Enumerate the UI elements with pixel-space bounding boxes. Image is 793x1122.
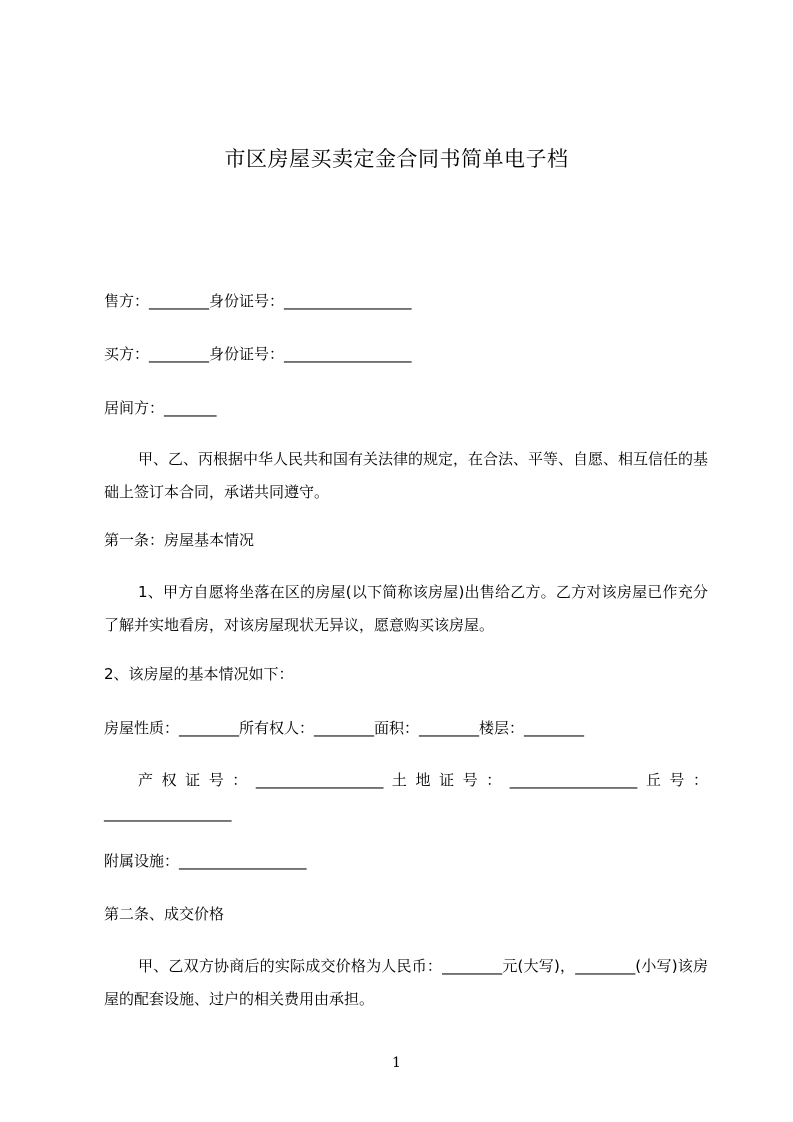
- intermediary-line: 居间方：_______: [104, 399, 217, 417]
- clause2-line: 2、该房屋的基本情况如下：: [104, 665, 294, 683]
- buyer-line: 买方：________身份证号：_________________: [104, 345, 412, 363]
- facilities-line: 附属设施：_________________: [104, 852, 307, 870]
- price-paragraph: 甲、乙双方协商后的实际成交价格为人民币：________元(大写)，________(小写)该房屋的配套设施、过户的相关费用由承担。: [104, 957, 708, 1008]
- property-nature-line: 房屋性质：________所有权人：________面积：________楼层：________: [104, 719, 585, 737]
- article1-heading: 第一条：房屋基本情况: [104, 531, 255, 549]
- page-number: 1: [392, 1055, 401, 1071]
- seller-line: 售方：________身份证号：_________________: [104, 292, 412, 310]
- preamble-paragraph: 甲、乙、丙根据中华人民共和国有关法律的规定，在合法、平等、自愿、相互信任的基础上签订本合同，承诺共同遵守。: [104, 450, 709, 501]
- document-title: 市区房屋买卖定金合同书简单电子档: [224, 147, 569, 171]
- clause1-paragraph: 1、甲方自愿将坐落在区的房屋(以下简称该房屋)出售给乙方。乙方对该房屋已作充分了解并实地看房，对该房屋现状无异议，愿意购买该房屋。: [104, 583, 708, 634]
- article2-heading: 第二条、成交价格: [104, 905, 225, 923]
- certificates-paragraph: 产权证号：_________________土地证号：_________________丘号：_________________: [104, 771, 708, 822]
